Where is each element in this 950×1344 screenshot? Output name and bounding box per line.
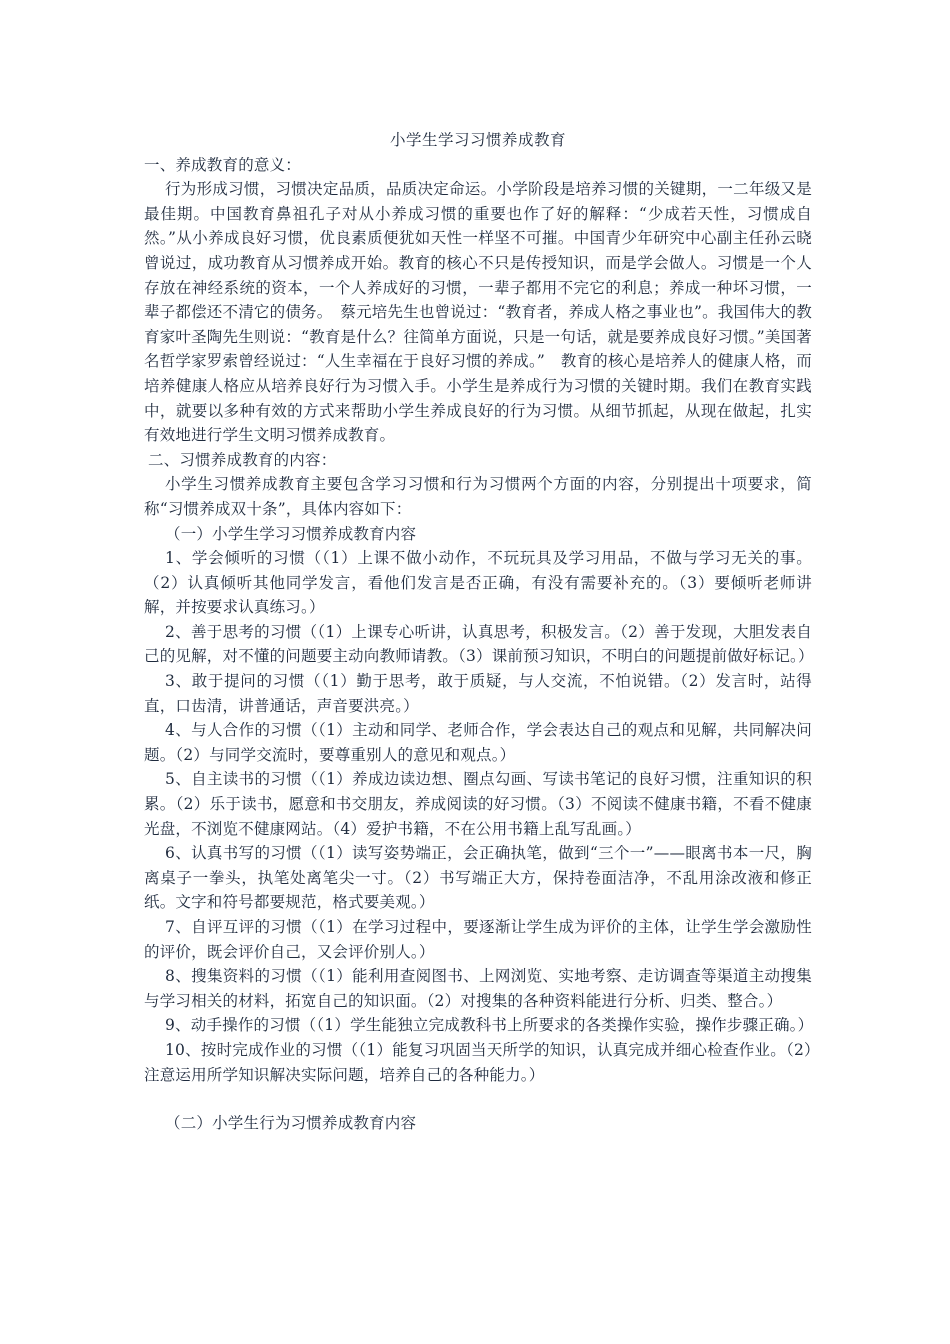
document-title: 小学生学习习惯养成教育 [389, 131, 566, 149]
section-2-heading: 二、习惯养成教育的内容： [148, 450, 337, 469]
subsection-2-heading: （二）小学生行为习惯养成教育内容 [165, 1114, 417, 1133]
section-2-intro: 小学生习惯养成教育主要包含学习习惯和行为习惯两个方面的内容，分别提出十项要求，简称“习惯养成双十条”，具体内容如下： [144, 475, 812, 518]
blank-line [144, 1087, 812, 1111]
habit-item-6: 6、认真书写的习惯（（1）读写姿势端正，会正确执笔，做到“三个一”——眼离书本一尺，胸离桌子一拳头，执笔处离笔尖一寸。（2）书写端正大方，保持卷面洁净，不乱用涂改液和修正纸。文字和符号都要规范，格式要美观。） [144, 844, 812, 912]
habit-item-2: 2、善于思考的习惯（（1）上课专心听讲，认真思考，积极发言。（2）善于发现，大胆发表自己的见解，对不懂的问题要主动向教师请教。（3）课前预习知识，不明白的问题提前做好标记。） [144, 622, 814, 666]
habit-item-8: 8、搜集资料的习惯（（1）能利用查阅图书、上网浏览、实地考察、走访调查等渠道主动搜集与学习相关的材料，拓宽自己的知识面。（2）对搜集的各种资料能进行分析、归类、整合。） [144, 967, 812, 1010]
subsection-1-heading: （一）小学生学习习惯养成教育内容 [165, 524, 417, 543]
habit-item-4: 4、与人合作的习惯（（1）主动和同学、老师合作，学会表达自己的观点和见解，共同解决问题。（2）与同学交流时，要尊重别人的意见和观点。） [144, 721, 812, 764]
habit-item-10: 10、按时完成作业的习惯（（1）能复习巩固当天所学的知识，认真完成并细心检查作业。（2）注意运用所学知识解决实际问题，培养自己的各种能力。） [144, 1040, 812, 1084]
section-1-paragraph: 行为形成习惯，习惯决定品质，品质决定命运。小学阶段是培养习惯的关键期，一二年级又是最佳期。中国教育鼻祖孔子对从小养成习惯的重要也作了好的解释：“少成若天性，习惯成自然。”从小养成良好习惯，优良素质便犹如天性一样坚不可摧。中国青少年研究中心副主任孙云晓曾说过，成功教育从习惯养成开始。教育的核心不只是传授知识，而是学会做人。习惯是一个人存放在神经系统的资本，一个人养成好的习惯，一辈子都用不完它的利息；养成一种坏习惯，一辈子都偿还不清它的债务。 蔡元培先生也曾说过：“教育者，养成人格之事业也”。我国伟大的教育家叶圣陶先生则说：“教育是什么？往简单方面说，只是一句话，就是要养成良好习惯。”美国著名哲学家罗索曾经说过：“人生幸福在于良好习惯的养成。” 教育的核心是培养人的健康人格，而培养健康人格应从培养良好行为习惯入手。小学生是养成行为习惯的关键时期。我们在教育实践中，就要以多种有效的方式来帮助小学生养成良好的行为习惯。从细节抓起，从现在做起，扎实有效地进行学生文明习惯养成教育。 [144, 180, 812, 445]
habit-item-1: 1、学会倾听的习惯（（1）上课不做小动作，不玩玩具及学习用品，不做与学习无关的事。（2）认真倾听其他同学发言，看他们发言是否正确，有没有需要补充的。（3）要倾听老师讲解，并按要求认真练习。） [144, 549, 812, 617]
habit-item-9: 9、动手操作的习惯（（1）学生能独立完成教科书上所要求的各类操作实验，操作步骤正确。） [165, 1016, 814, 1035]
document-page [144, 128, 812, 1136]
habit-item-3: 3、敢于提问的习惯（（1）勤于思考，敢于质疑，与人交流，不怕说错。（2）发言时，站得直，口齿清，讲普通话，声音要洪亮。） [144, 672, 812, 715]
habit-item-5: 5、自主读书的习惯（（1）养成边读边想、圈点勾画、写读书笔记的良好习惯，注重知识的积累。（2）乐于读书，愿意和书交朋友，养成阅读的好习惯。（3）不阅读不健康书籍，不看不健康光盘，不浏览不健康网站。（4）爱护书籍，不在公用书籍上乱写乱画。） [144, 770, 812, 838]
habit-item-7: 7、自评互评的习惯（（1）在学习过程中，要逐渐让学生成为评价的主体，让学生学会激励性的评价，既会评价自己，又会评价别人。） [144, 918, 812, 961]
section-1-heading: 一、养成教育的意义： [144, 155, 302, 174]
